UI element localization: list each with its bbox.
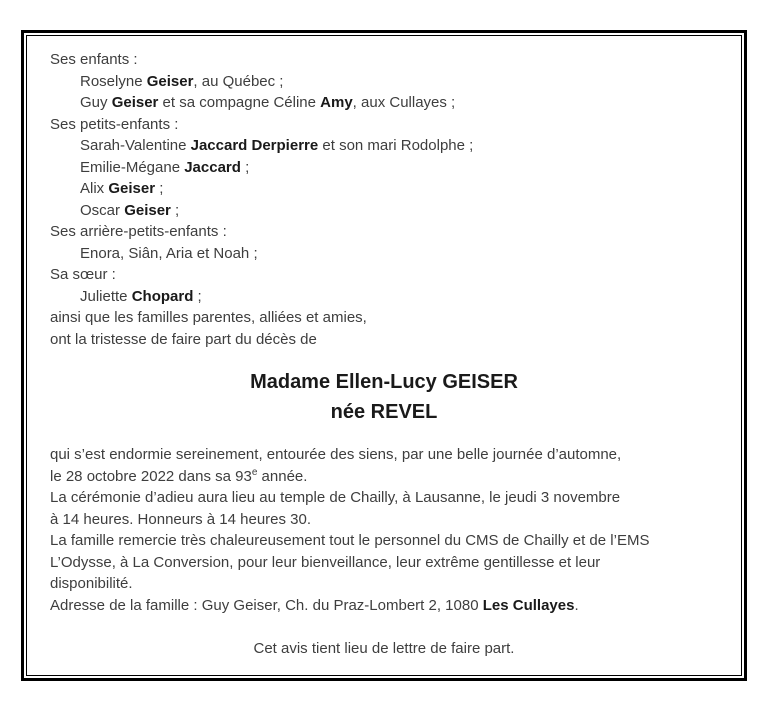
notice-line [50, 135, 718, 157]
text-segment: Ses enfants : [50, 51, 138, 68]
notice-line [50, 49, 718, 71]
text-segment: ainsi que les familles parentes, alliées et amies, [50, 309, 367, 326]
name-emphasis: Geiser [108, 180, 156, 197]
name-emphasis: Chopard [131, 287, 194, 305]
name-emphasis: Geiser [146, 72, 194, 90]
name-emphasis: Geiser [124, 201, 171, 219]
notice-line [50, 552, 718, 574]
text-segment: ; [155, 180, 164, 197]
text-segment: ; [170, 201, 180, 219]
text-segment: Enora, Siân, Aria et Noah ; [80, 244, 258, 262]
text-segment: Ses arrière-petits-enfants : [50, 223, 227, 240]
text-segment: année. [257, 467, 308, 485]
text-segment: Emilie-Mégane [80, 158, 185, 176]
name-emphasis: Les Cullayes [482, 596, 575, 614]
text-segment: qui s’est endormie sereinement, entourée des siens, par une belle journée d’automne, [50, 446, 622, 463]
text-segment: Sarah-Valentine [80, 137, 191, 154]
deceased-block [50, 367, 718, 427]
text-segment: , aux Cullayes ; [352, 94, 456, 111]
deceased-name: Madame Ellen-Lucy GEISER [250, 371, 518, 393]
notice-frame [21, 30, 747, 681]
text-segment: . [574, 596, 579, 614]
family-section [50, 49, 718, 350]
text-segment: Juliette [80, 287, 132, 305]
notice-line [50, 200, 718, 222]
notice-line [50, 444, 718, 466]
notice-line [50, 243, 718, 265]
text-segment: Guy [80, 94, 112, 111]
text-segment: ; [240, 158, 250, 176]
notice-line [50, 178, 718, 200]
text-segment: à 14 heures. Honneurs à 14 heures 30. [50, 510, 312, 528]
notice-line [50, 329, 718, 351]
notice-line [50, 487, 718, 509]
notice-line [50, 286, 718, 308]
notice-frame-inner [26, 35, 742, 676]
text-segment: Ses petits-enfants : [50, 115, 179, 133]
name-emphasis: Geiser [111, 94, 159, 111]
name-emphasis: Amy [320, 94, 353, 111]
text-segment: ont la tristesse de faire part du décès de [50, 330, 317, 348]
text-segment: ; [193, 287, 202, 305]
notice-line [50, 595, 718, 617]
notice-line [50, 307, 718, 329]
name-emphasis: Jaccard [184, 158, 241, 176]
details-section [50, 444, 718, 616]
text-segment: , au Québec ; [193, 72, 284, 90]
notice-line [50, 92, 718, 114]
text-segment: le 28 octobre 2022 dans sa 93 [50, 467, 252, 485]
notice-line [50, 264, 718, 286]
notice-line [50, 71, 718, 93]
notice-line [50, 221, 718, 243]
name-emphasis: Jaccard Derpierre [190, 137, 319, 154]
text-segment: Alix [80, 180, 109, 197]
text-segment: Oscar [80, 201, 125, 219]
text-segment: et son mari Rodolphe ; [318, 137, 474, 154]
superscript-text: e [251, 466, 258, 478]
text-segment: et sa compagne Céline [158, 94, 321, 111]
notice-line [50, 114, 718, 136]
closing-line: Cet avis tient lieu de lettre de faire part. [253, 640, 515, 657]
notice-line [50, 530, 718, 552]
text-segment: disponibilité. [50, 575, 133, 592]
text-segment: L’Odysse, à La Conversion, pour leur bienveillance, leur extrême gentillesse et leur [50, 553, 601, 571]
notice-line [50, 466, 718, 488]
notice-line [50, 573, 718, 595]
text-segment: Sa sœur : [50, 266, 116, 283]
text-segment: La famille remercie très chaleureusement tout le personnel du CMS de Chailly et de l’EMS [50, 532, 650, 549]
text-segment: Roselyne [80, 72, 147, 90]
maiden-name: née REVEL [330, 401, 438, 423]
text-segment: Adresse de la famille : Guy Geiser, Ch. du Praz-Lombert 2, 1080 [50, 596, 483, 614]
text-segment: La cérémonie d’adieu aura lieu au temple de Chailly, à Lausanne, le jeudi 3 novembre [50, 489, 621, 506]
notice-line [50, 509, 718, 531]
notice-line [50, 157, 718, 179]
